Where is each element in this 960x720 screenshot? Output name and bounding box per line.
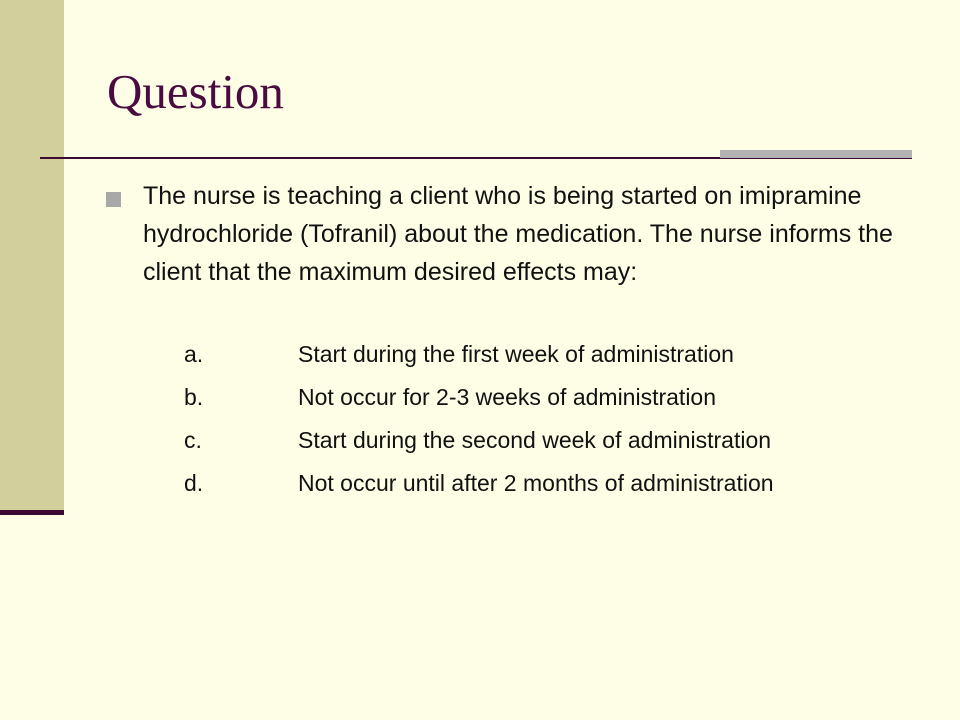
option-letter: b.	[184, 384, 204, 410]
option-text: Not occur until after 2 months of administration	[298, 470, 774, 496]
question-text: The nurse is teaching a client who is being started on imipramine hydrochloride (Tofranil) about the medication. The nurse informs the client that the maximum desired effects may:	[143, 182, 893, 286]
left-bar-underline	[0, 510, 64, 515]
option-letter: a.	[184, 341, 204, 367]
slide-title: Question	[107, 64, 284, 119]
option-c	[0, 424, 960, 456]
option-text: Start during the first week of administration	[298, 341, 734, 367]
option-a	[0, 338, 960, 370]
option-d	[0, 467, 960, 499]
option-b	[0, 381, 960, 413]
title-divider-accent	[720, 150, 912, 158]
option-letter: d.	[184, 470, 204, 496]
option-text: Start during the second week of administration	[298, 427, 772, 453]
bullet-square-icon	[106, 192, 121, 207]
answer-options	[0, 338, 960, 510]
option-letter: c.	[184, 427, 202, 453]
option-text: Not occur for 2-3 weeks of administration	[298, 384, 717, 410]
